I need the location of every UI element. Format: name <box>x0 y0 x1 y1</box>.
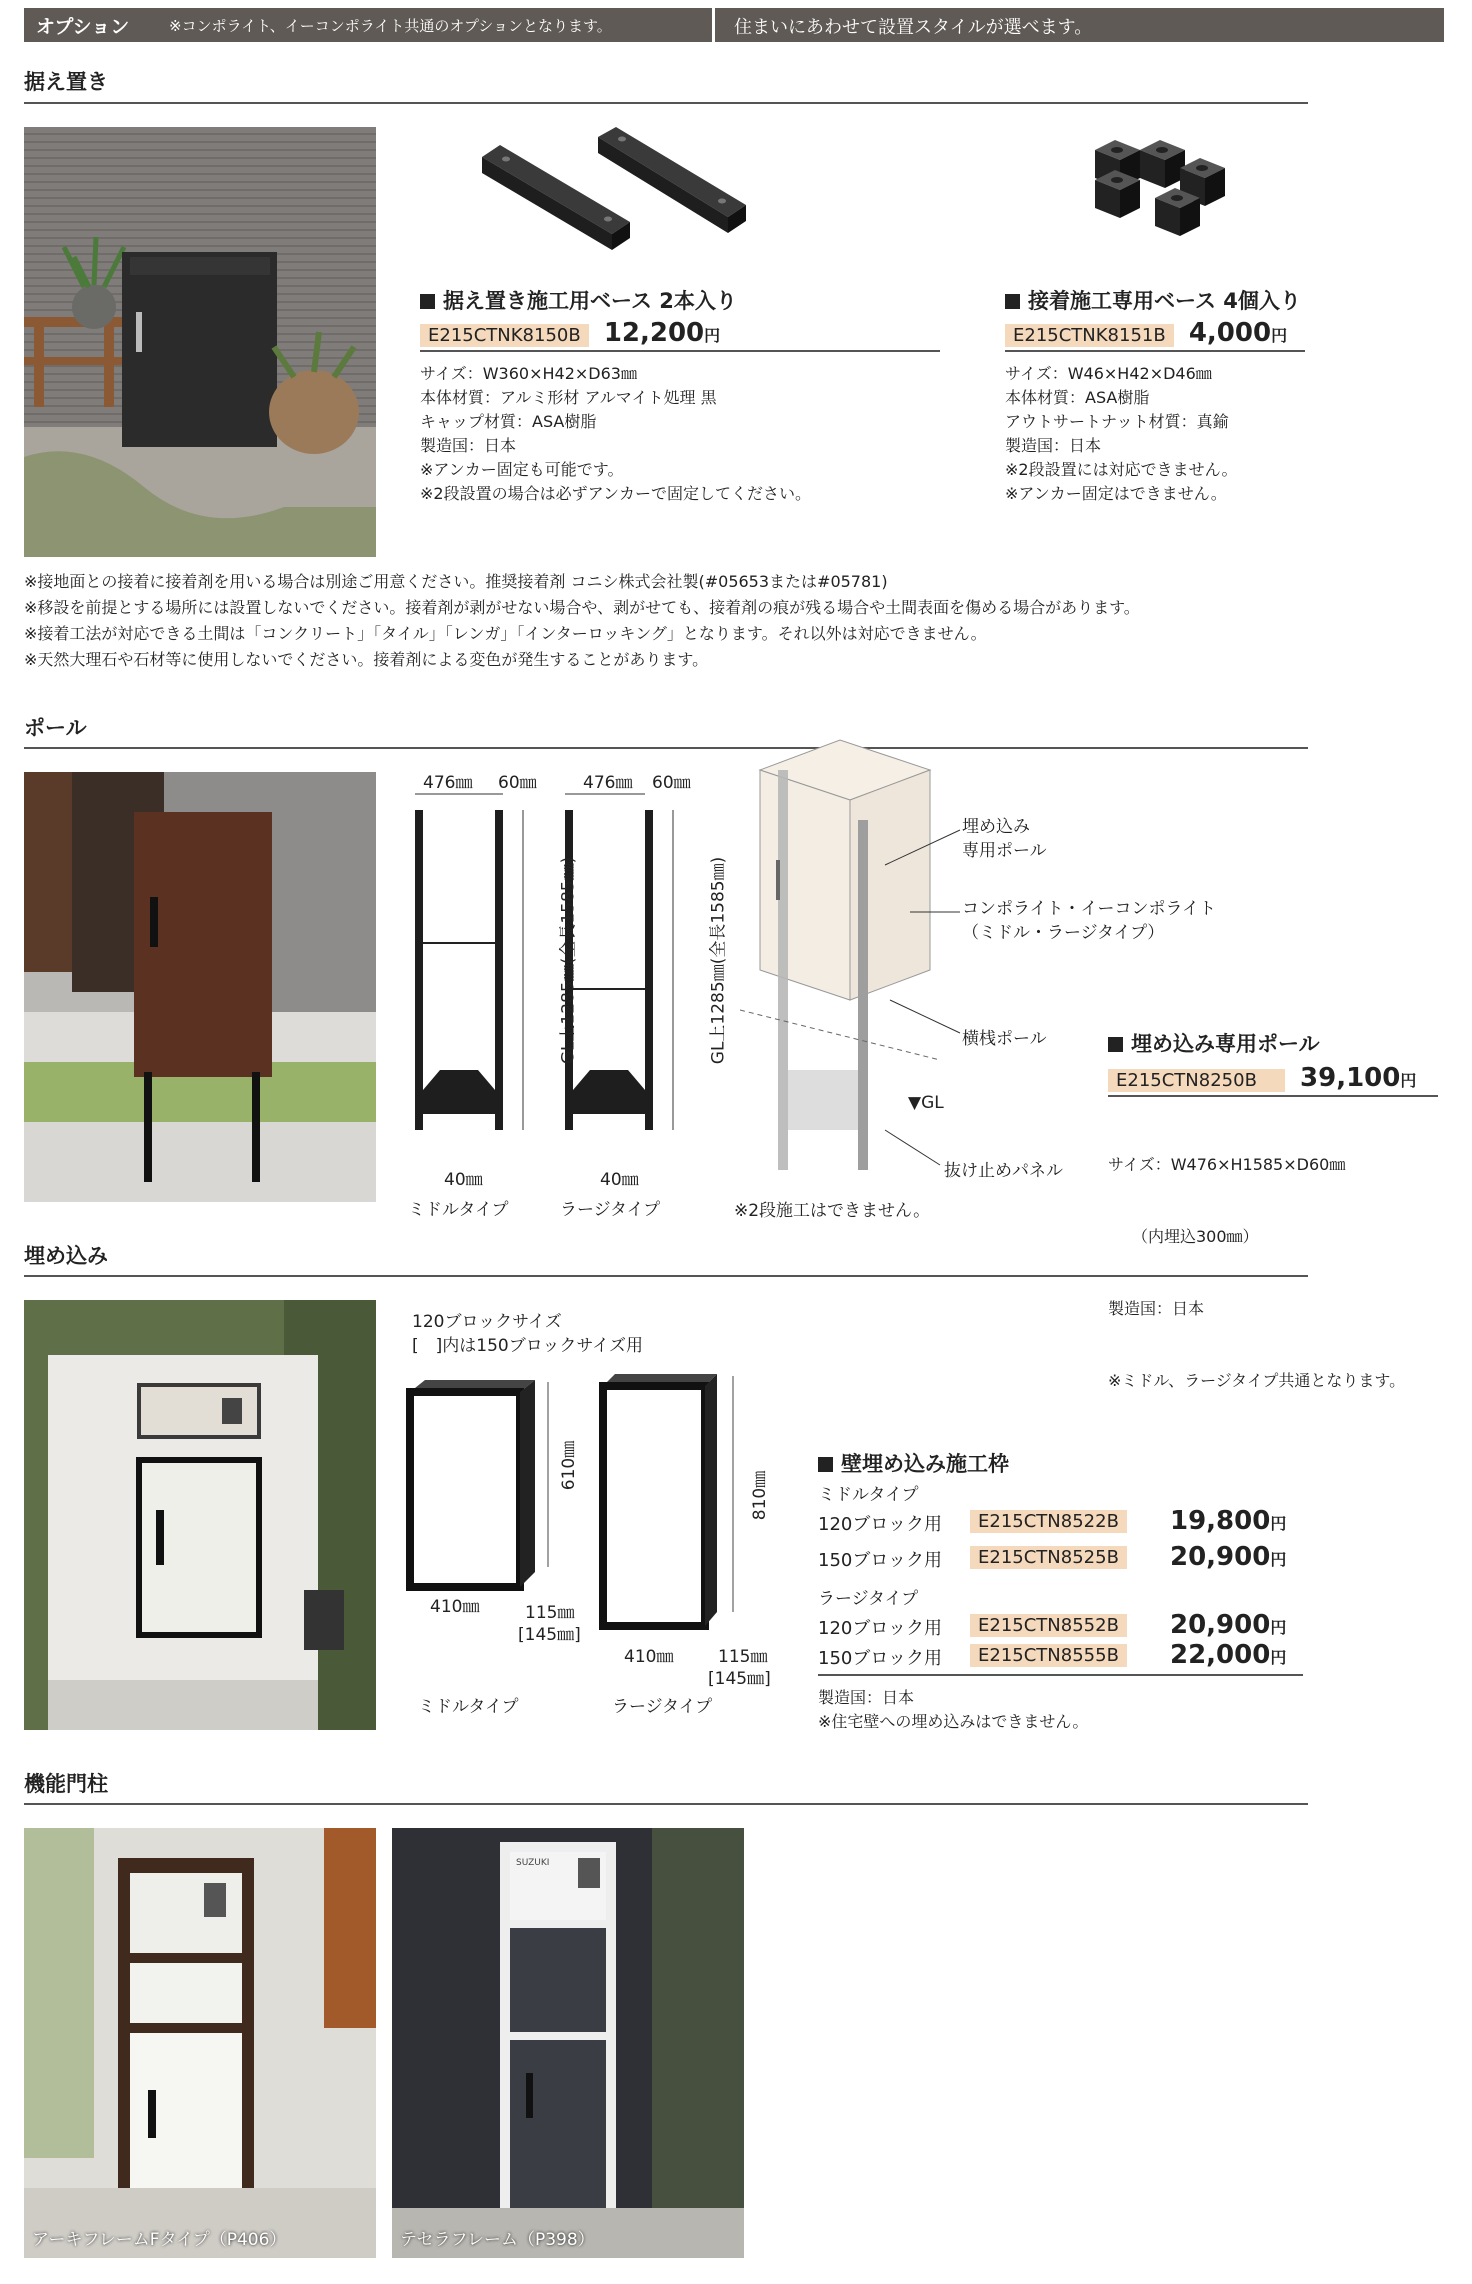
frame-large-depth: 115㎜ <box>718 1647 768 1667</box>
frame-large-height: 810㎜ <box>750 1470 771 1521</box>
bullet-square-icon <box>818 1457 833 1472</box>
product2-specs: サイズ：W46×H42×D46㎜ 本体材質：ASA樹脂 アウトサートナット材質：真鍮 製造国：日本 ※2段設置には対応できません。 ※アンカー固定はできません。 <box>1005 364 1238 503</box>
frame-middle-depth-alt: [145㎜] <box>518 1625 581 1645</box>
label-bar-pole: 横桟ポール <box>962 1029 1047 1049</box>
sueoki-notes: ※接地面との接着に接着剤を用いる場合は別途ご用意ください。推奨接着剤 コニシ株式会社製(#05653または#05781) ※移設を前提とする場所には設置しないでください。接着剤が剥がせない場合や、剥がせても、接着剤の痕が残る場合や土間表面を傷める場合があります。 ※接着工法が対応できる土間は「コンクリート」「タイル」「レンガ」「インターロッキング」となります。それ以外は対応できません。 ※天然大理石や石材等に使用しないでください。接着剤による変色が発生することがあります。 <box>24 572 1140 669</box>
product1-price-row <box>420 318 940 352</box>
label-body: コンポライト・イーコンポライト （ミドル・ラージタイプ） <box>962 899 1216 943</box>
frame-middle-depth: 115㎜ <box>525 1603 575 1623</box>
nameplate-text: SUZUKI <box>516 1858 550 1868</box>
pole-photo <box>24 772 376 1202</box>
bullet-square-icon <box>1005 294 1020 309</box>
pole-middle-foot: 40㎜ <box>444 1170 483 1190</box>
frame-large-label: ラージタイプ <box>612 1697 713 1717</box>
section-title-kinou: 機能門柱 <box>24 1772 108 1796</box>
product1-specs: サイズ：W360×H42×D63㎜ 本体材質：アルミ形材 アルマイト処理 黒 キャップ材質：ASA樹脂 製造国：日本 ※アンカー固定も可能です。 ※2段設置の場合は必ずアンカーで固定してください。 <box>420 364 811 503</box>
pole-middle-depth: 60㎜ <box>498 773 537 793</box>
pole-middle-label: ミドルタイプ <box>408 1200 509 1220</box>
pole-product-title: 埋め込み専用ポール <box>1108 1028 1320 1058</box>
pole-large-width: 476㎜ <box>583 773 633 793</box>
section-divider <box>24 102 1308 104</box>
frame-large-depth-alt: [145㎜] <box>708 1669 771 1689</box>
pole-diagram-note: ※2段施工はできません。 <box>734 1201 931 1221</box>
frame-group-middle: ミドルタイプ <box>818 1485 919 1505</box>
frame-group-large: ラージタイプ <box>818 1589 919 1609</box>
pole-large-depth: 60㎜ <box>652 773 691 793</box>
pole-product-price-row <box>1108 1063 1438 1097</box>
header-tagline: 住まいにあわせて設置スタイルが選べます。 <box>734 17 1093 38</box>
kinou-photo-2 <box>392 1828 744 2258</box>
umekomi-photo <box>24 1300 376 1730</box>
kinou-photo-1-caption: アーキフレームFタイプ（P406） <box>32 2230 287 2250</box>
product2-code: E215CTNK8151B <box>1005 324 1174 347</box>
section-title-pole: ポール <box>24 716 87 740</box>
frame-middle-height: 610㎜ <box>559 1440 580 1491</box>
frame-product-title: 壁埋め込み施工枠 <box>818 1448 1009 1478</box>
base-bars-image <box>470 127 760 257</box>
product2-price-row <box>1005 318 1305 352</box>
label-embed-pole: 埋め込み 専用ポール <box>962 817 1047 861</box>
frame-row-2: 150ブロック用 E215CTN8525B 20,900円 <box>818 1542 1287 1572</box>
bullet-square-icon <box>420 294 435 309</box>
bullet-square-icon <box>1108 1037 1123 1052</box>
kinou-photo-1 <box>24 1828 376 2258</box>
header-bar <box>24 8 1444 42</box>
umekomi-diagram-notes: 120ブロックサイズ [ ]内は150ブロックサイズ用 <box>412 1312 644 1356</box>
header-divider <box>712 8 715 42</box>
section-divider <box>24 1803 1308 1805</box>
sueoki-photo <box>24 127 376 557</box>
frame-large-width: 410㎜ <box>624 1647 674 1667</box>
pole-large-label: ラージタイプ <box>560 1200 661 1220</box>
pole-product-price: 39,100 <box>1300 1063 1401 1093</box>
pole-middle-height: GL上1285㎜(全長1585㎜) <box>558 856 579 1065</box>
section-divider <box>24 747 1308 749</box>
frame-row-3: 120ブロック用 E215CTN8552B 20,900円 <box>818 1610 1287 1640</box>
product1-title: 据え置き施工用ベース 2本入り <box>420 285 737 315</box>
frame-row-4: 150ブロック用 E215CTN8555B 22,000円 <box>818 1644 1303 1676</box>
header-title: オプション <box>36 16 130 38</box>
section-title-sueoki: 据え置き <box>24 70 108 94</box>
frame-middle-width: 410㎜ <box>430 1597 480 1617</box>
adhesive-bases-image <box>1095 140 1265 250</box>
frame-row-1: 120ブロック用 E215CTN8522B 19,800円 <box>818 1506 1287 1536</box>
product2-title: 接着施工専用ベース 4個入り <box>1005 285 1301 315</box>
product1-price: 12,200 <box>603 318 705 348</box>
yen-label: 円 <box>704 326 721 345</box>
pole-large-foot: 40㎜ <box>600 1170 639 1190</box>
frame-middle-label: ミドルタイプ <box>418 1697 519 1717</box>
yen-label: 円 <box>1271 326 1288 345</box>
pole-middle-width: 476㎜ <box>423 773 473 793</box>
label-panel: 抜け止めパネル <box>944 1161 1063 1181</box>
frame-product-notes: 製造国：日本 ※住宅壁への埋め込みはできません。 <box>818 1688 1089 1731</box>
pole-large-height: GL上1285㎜(全長1585㎜) <box>708 856 729 1065</box>
yen-label: 円 <box>1400 1071 1417 1090</box>
kinou-photo-2-caption: テセラフレーム（P398） <box>400 2230 595 2250</box>
section-divider <box>24 1275 1308 1277</box>
pole-product-specs: サイズ：W476×H1585×D60㎜ （内埋込300㎜） 製造国：日本 ※ミドル、ラージタイプ共通となります。 <box>1108 1155 1406 1390</box>
product2-price: 4,000 <box>1188 318 1272 348</box>
product1-code: E215CTNK8150B <box>420 324 589 347</box>
pole-product-code: E215CTN8250B <box>1108 1069 1285 1092</box>
header-subtitle: ※コンポライト、イーコンポライト共通のオプションとなります。 <box>169 17 612 35</box>
section-title-umekomi: 埋め込み <box>24 1244 108 1268</box>
leader-lines <box>880 820 970 1180</box>
label-gl: ▼GL <box>908 1093 944 1113</box>
